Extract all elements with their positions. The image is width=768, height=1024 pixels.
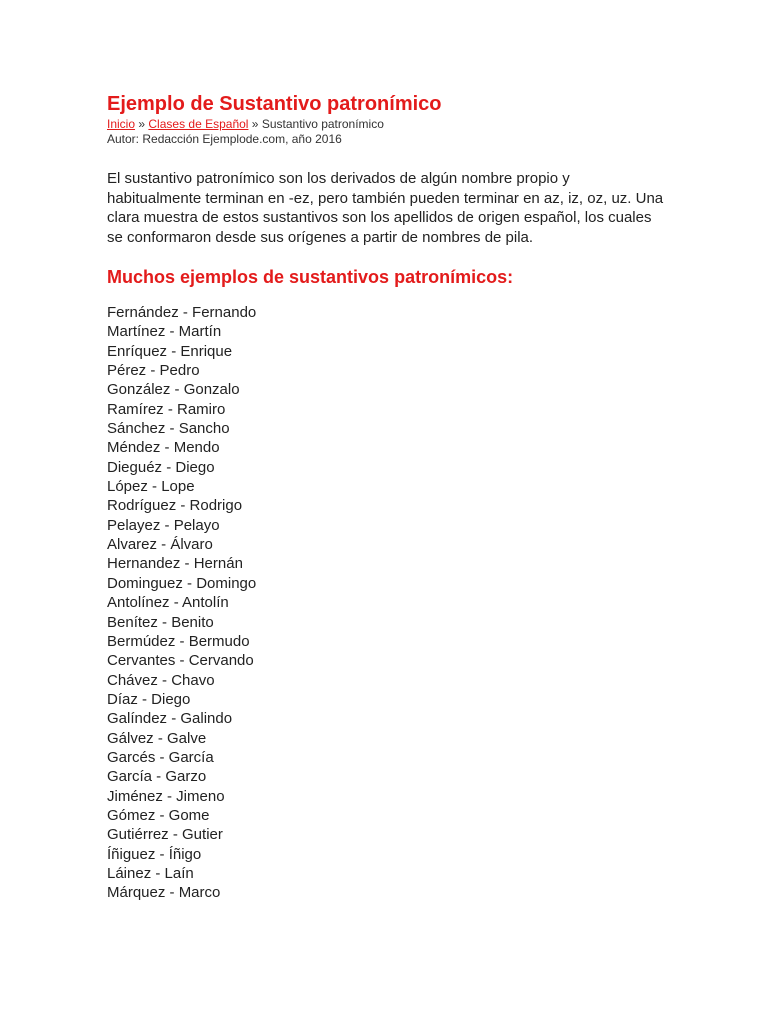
breadcrumb bbox=[107, 117, 667, 132]
example-item: Hernandez - Hernán bbox=[107, 555, 243, 573]
author-line: Autor: Redacción Ejemplode.com, año 2016 bbox=[107, 132, 342, 146]
intro-paragraph: El sustantivo patronímico son los derivados de algún nombre propio y habitualmente terminan en -ez, pero también pueden terminar en az, iz, oz, uz. Una clara muestra de estos sustantivos son los apellidos de origen español, los cuales se conformaron desde sus orígenes a partir de nombres de pila. bbox=[107, 170, 664, 246]
example-item: Jiménez - Jimeno bbox=[107, 787, 225, 805]
article bbox=[107, 92, 667, 903]
example-item: Cervantes - Cervando bbox=[107, 652, 254, 670]
example-item: Gálvez - Galve bbox=[107, 729, 207, 747]
example-item: Antolínez - Antolín bbox=[107, 594, 229, 612]
breadcrumb-category-link[interactable]: Clases de Español bbox=[148, 117, 249, 131]
example-item: Garcés - García bbox=[107, 748, 214, 766]
example-item: García - Garzo bbox=[107, 768, 207, 786]
breadcrumb-home-link[interactable]: Inicio bbox=[107, 117, 136, 131]
breadcrumb-separator: » bbox=[138, 117, 146, 131]
example-item: Méndez - Mendo bbox=[107, 439, 220, 457]
example-item: Sánchez - Sancho bbox=[107, 420, 230, 438]
example-item: Pérez - Pedro bbox=[107, 362, 200, 380]
example-item: Díaz - Diego bbox=[107, 690, 191, 708]
example-item: Ramírez - Ramiro bbox=[107, 400, 226, 418]
example-item: Pelayez - Pelayo bbox=[107, 516, 220, 534]
example-item: Rodríguez - Rodrigo bbox=[107, 497, 243, 515]
section-heading: Muchos ejemplos de sustantivos patronímicos: bbox=[107, 267, 514, 287]
example-item: Martínez - Martín bbox=[107, 323, 222, 341]
example-item: López - Lope bbox=[107, 478, 195, 496]
example-item: Enríquez - Enrique bbox=[107, 342, 233, 360]
breadcrumb-separator: » bbox=[251, 117, 259, 131]
example-item: Galíndez - Galindo bbox=[107, 710, 233, 728]
example-item: Fernández - Fernando bbox=[107, 304, 257, 321]
page-title: Ejemplo de Sustantivo patronímico bbox=[107, 93, 442, 115]
example-item: Gutiérrez - Gutier bbox=[107, 826, 223, 844]
breadcrumb-current: Sustantivo patronímico bbox=[261, 117, 384, 131]
example-item: Láinez - Laín bbox=[107, 864, 194, 882]
examples-list bbox=[107, 303, 667, 903]
example-item: Íñiguez - Íñigo bbox=[107, 845, 202, 863]
example-item: Chávez - Chavo bbox=[107, 671, 215, 689]
example-item: Márquez - Marco bbox=[107, 884, 221, 902]
example-item: González - Gonzalo bbox=[107, 381, 240, 399]
example-item: Benítez - Benito bbox=[107, 613, 214, 631]
example-item: Gómez - Gome bbox=[107, 806, 210, 824]
example-item: Bermúdez - Bermudo bbox=[107, 632, 250, 650]
example-item: Dominguez - Domingo bbox=[107, 574, 257, 592]
example-item: Alvarez - Álvaro bbox=[107, 536, 213, 554]
example-item: Dieguéz - Diego bbox=[107, 458, 215, 476]
